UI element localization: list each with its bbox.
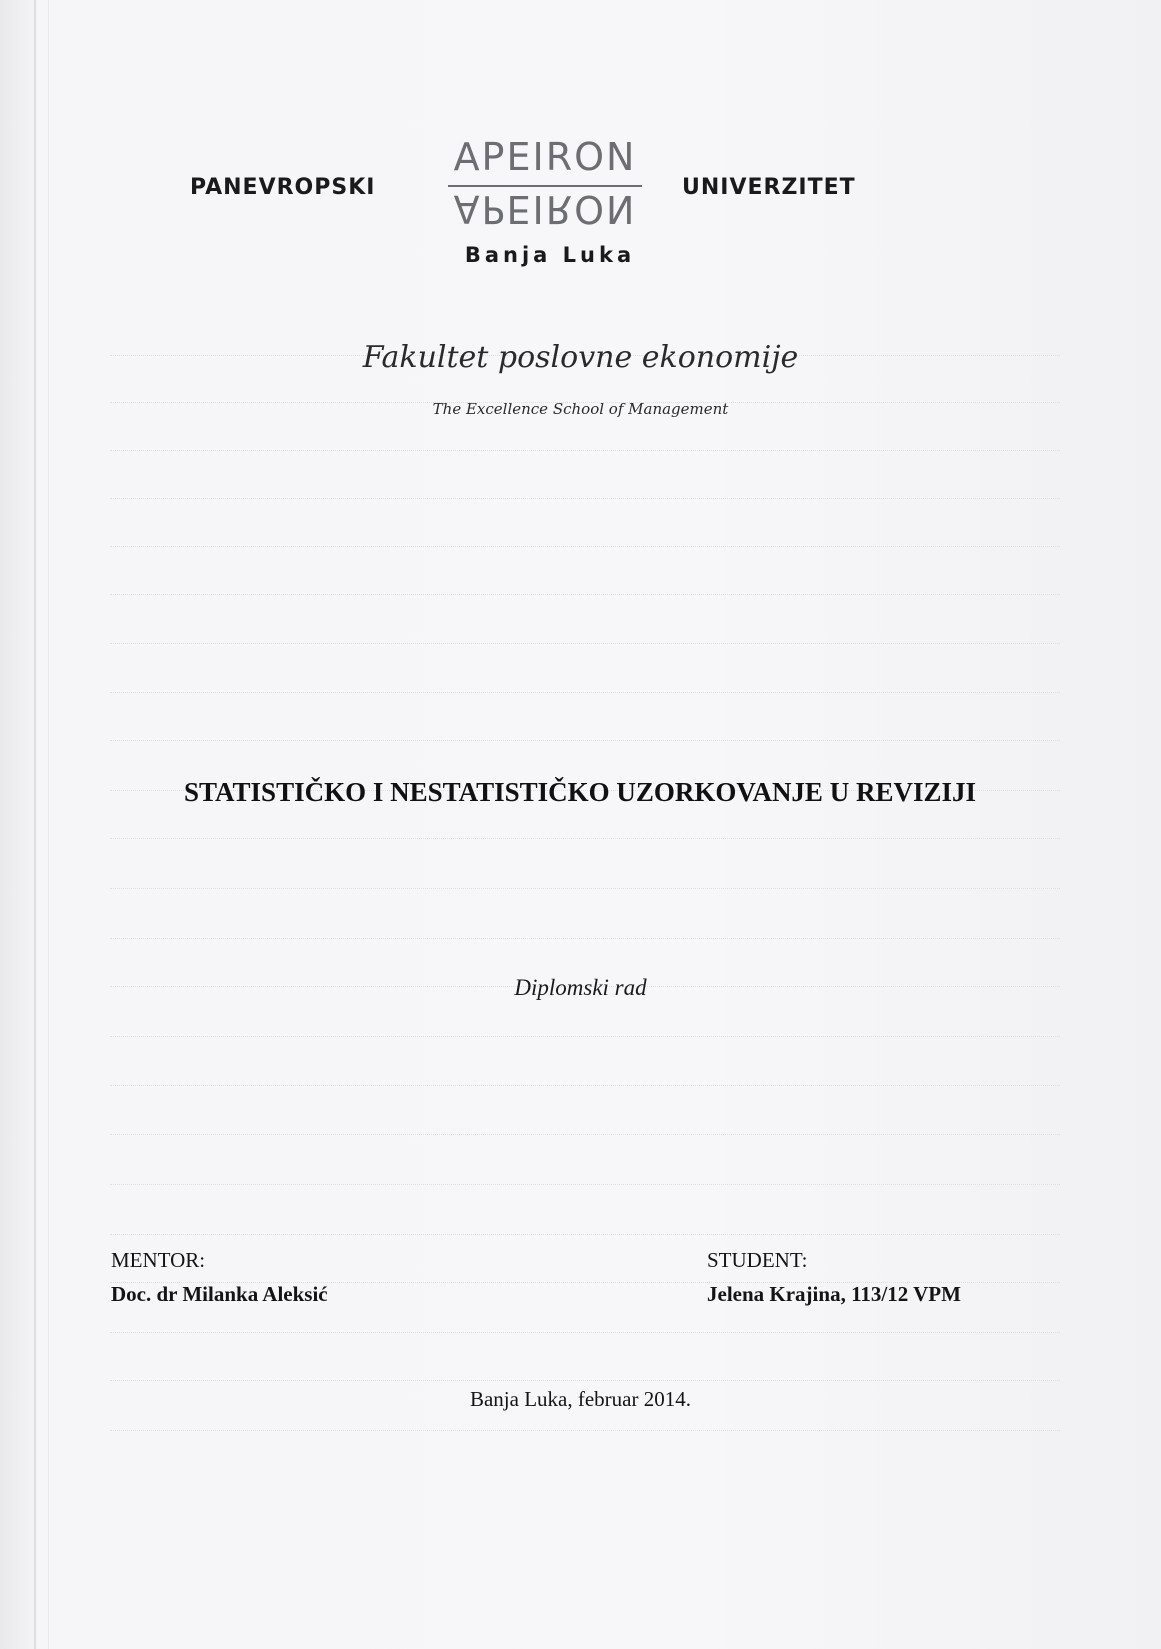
thesis-type: Diplomski rad	[514, 975, 647, 1000]
place-and-date: Banja Luka, februar 2014.	[469, 1387, 691, 1411]
mentor-label: MENTOR:	[111, 1248, 206, 1272]
university-name-left: PANEVROPSKI	[190, 175, 376, 200]
faculty-tagline: The Excellence School of Management	[432, 400, 729, 418]
student-label: STUDENT:	[707, 1248, 808, 1272]
thesis-title: STATISTIČKO I NESTATISTIČKO UZORKOVANJE U REVIZIJI	[184, 777, 976, 807]
logo-wordmark: APEIRON	[453, 135, 637, 179]
student-name: Jelena Krajina, 113/12 VPM	[707, 1282, 961, 1306]
logo-wordmark-mirrored: APEIRON	[453, 187, 637, 231]
faculty-name: Fakultet poslovne ekonomije	[362, 340, 799, 375]
student-block	[707, 1243, 961, 1311]
university-header	[0, 135, 1161, 285]
show-through-pattern	[110, 110, 1070, 1610]
university-city: Banja Luka	[464, 243, 636, 267]
university-name-right: UNIVERZITET	[682, 175, 856, 200]
mentor-block	[111, 1243, 328, 1311]
mentor-name: Doc. dr Milanka Aleksić	[111, 1282, 328, 1306]
